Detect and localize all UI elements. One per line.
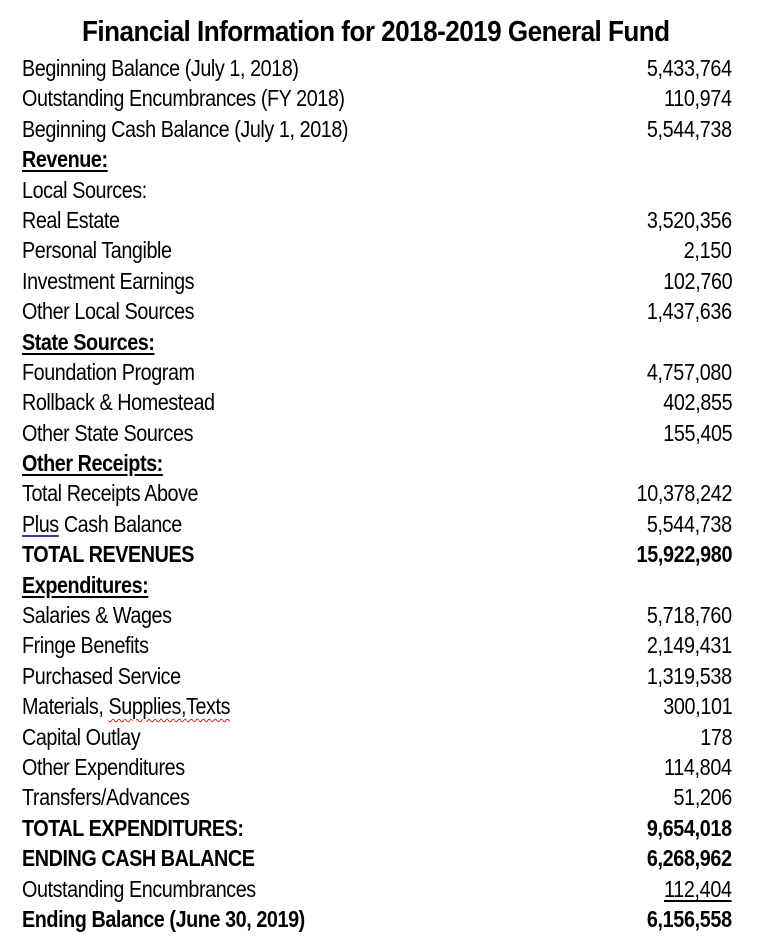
ledger-row-investment-earnings xyxy=(22,266,742,296)
ledger-row-local-sources xyxy=(22,175,742,205)
ledger-row-capital-outlay xyxy=(22,722,742,752)
ledger-row-foundation-program xyxy=(22,357,742,387)
row-label: Other State Sources xyxy=(22,419,194,446)
row-label: TOTAL EXPENDITURES: xyxy=(22,814,244,841)
section-heading-state-sources xyxy=(22,327,742,357)
materials-text: Materials, xyxy=(22,693,109,720)
row-label: Rollback & Homestead xyxy=(22,389,215,416)
row-amount: 300,101 xyxy=(662,693,732,720)
cash-balance-text: Cash Balance xyxy=(58,510,182,537)
row-label: Personal Tangible xyxy=(22,237,172,264)
ledger-row-beginning-cash-balance xyxy=(22,114,742,144)
row-amount: 1,319,538 xyxy=(647,662,732,689)
section-heading-label: Other Receipts: xyxy=(22,450,163,477)
ledger-row-beginning-balance xyxy=(22,53,742,83)
row-label xyxy=(22,509,182,539)
row-amount: 9,654,018 xyxy=(647,814,732,841)
row-label: Other Expenditures xyxy=(22,753,185,780)
row-label: Other Local Sources xyxy=(22,298,195,325)
row-label: Outstanding Encumbrances xyxy=(22,875,256,902)
row-amount: 5,433,764 xyxy=(647,55,732,81)
ledger-row-personal-tangible xyxy=(22,235,742,265)
row-amount: 1,437,636 xyxy=(647,298,732,325)
section-heading-expenditures xyxy=(22,570,742,600)
row-label: Local Sources: xyxy=(22,176,147,203)
row-amount: 10,378,242 xyxy=(636,480,732,507)
ledger-row-fringe-benefits xyxy=(22,630,742,660)
section-heading-other-receipts xyxy=(22,448,742,478)
row-label: Outstanding Encumbrances (FY 2018) xyxy=(22,85,345,112)
ledger-row-transfers-advances xyxy=(22,782,742,812)
row-amount: 2,149,431 xyxy=(647,632,732,659)
row-amount: 4,757,080 xyxy=(647,358,732,385)
row-amount: 178 xyxy=(700,723,732,750)
row-label xyxy=(22,691,230,721)
row-label: Purchased Service xyxy=(22,662,181,689)
ledger-row-other-expenditures xyxy=(22,752,742,782)
row-amount: 2,150 xyxy=(684,237,732,264)
ledger-row-other-state-sources xyxy=(22,418,742,448)
row-amount: 114,804 xyxy=(664,753,732,780)
ledger-row-plus-cash-balance xyxy=(22,509,742,539)
section-heading-label: Expenditures: xyxy=(22,571,149,598)
ledger-row-outstanding-encumbrances xyxy=(22,874,742,904)
ledger-row-ending-cash-balance xyxy=(22,843,742,873)
ledger-row-total-receipts-above xyxy=(22,478,742,508)
ledger-row-ending-balance xyxy=(22,904,742,934)
row-label: Transfers/Advances xyxy=(22,784,190,811)
row-label: Fringe Benefits xyxy=(22,632,149,659)
row-amount: 402,855 xyxy=(662,389,732,416)
plus-word: Plus xyxy=(22,510,59,537)
row-label: Ending Balance (June 30, 2019) xyxy=(22,905,305,932)
ledger-row-rollback-homestead xyxy=(22,387,742,417)
row-label: Beginning Cash Balance (July 1, 2018) xyxy=(22,115,349,142)
row-label: Beginning Balance (July 1, 2018) xyxy=(22,55,299,81)
row-label: Salaries & Wages xyxy=(22,602,172,629)
document-title: Financial Information for 2018-2019 General Fund xyxy=(82,16,670,48)
ledger-row-other-local-sources xyxy=(22,296,742,326)
spellcheck-flagged-text: Supplies,Texts xyxy=(108,693,231,720)
row-label: Investment Earnings xyxy=(22,267,195,294)
row-amount: 15,922,980 xyxy=(636,541,732,568)
ledger-row-purchased-service xyxy=(22,661,742,691)
row-amount: 5,544,738 xyxy=(647,510,732,537)
row-label: Capital Outlay xyxy=(22,723,141,750)
section-heading-revenue xyxy=(22,144,742,174)
row-amount: 155,405 xyxy=(662,419,732,446)
row-amount: 112,404 xyxy=(664,875,732,902)
row-amount: 51,206 xyxy=(673,784,732,811)
section-heading-label: Revenue: xyxy=(22,146,108,173)
ledger-row-outstanding-encumbrances-fy2018 xyxy=(22,83,742,113)
row-amount: 6,268,962 xyxy=(647,845,732,872)
row-amount: 102,760 xyxy=(662,267,732,294)
row-amount: 110,974 xyxy=(664,85,732,112)
row-amount: 5,718,760 xyxy=(647,602,732,629)
ledger-table xyxy=(22,53,742,934)
ledger-row-total-expenditures xyxy=(22,813,742,843)
row-amount: 5,544,738 xyxy=(647,115,732,142)
ledger-row-salaries-wages xyxy=(22,600,742,630)
row-label: Foundation Program xyxy=(22,358,195,385)
section-heading-label: State Sources: xyxy=(22,328,155,355)
row-label: ENDING CASH BALANCE xyxy=(22,845,255,872)
row-amount: 6,156,558 xyxy=(647,905,732,932)
row-label: TOTAL REVENUES xyxy=(22,541,195,568)
ledger-row-real-estate xyxy=(22,205,742,235)
row-label: Total Receipts Above xyxy=(22,480,199,507)
row-label: Real Estate xyxy=(22,206,120,233)
ledger-row-materials-supplies-texts xyxy=(22,691,742,721)
ledger-row-total-revenues xyxy=(22,539,742,569)
row-amount: 3,520,356 xyxy=(647,206,732,233)
